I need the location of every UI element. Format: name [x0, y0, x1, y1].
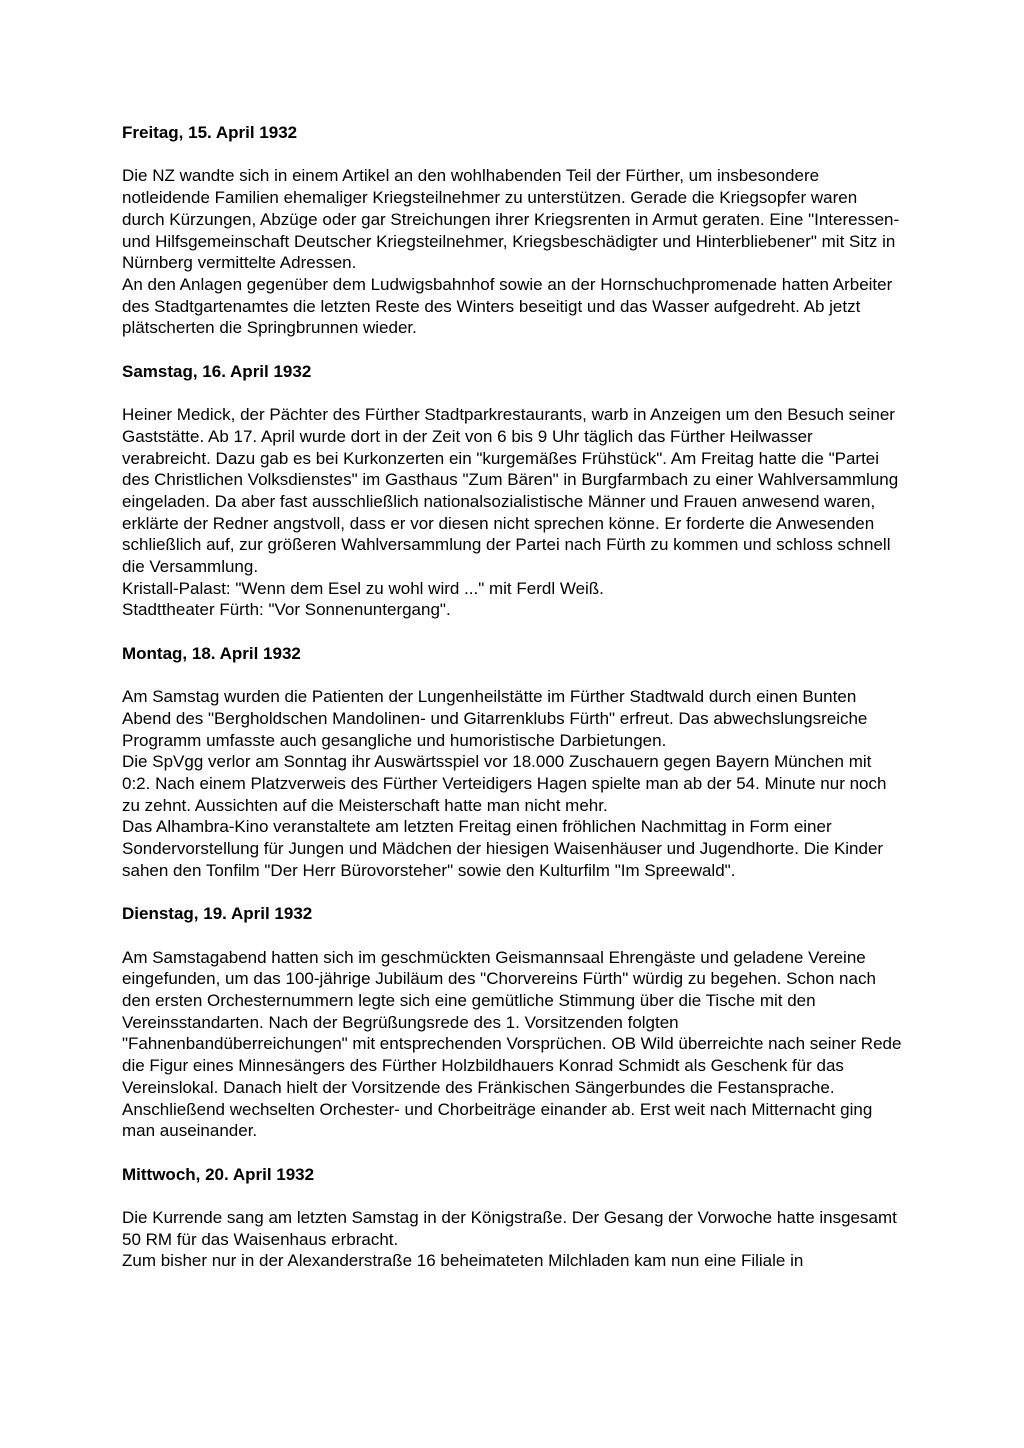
- entry-paragraph: An den Anlagen gegenüber dem Ludwigsbahnhof sowie an der Hornschuchpromenade hatten Arbeiter des Stadtgartenamtes die letzten Reste des Winters beseitigt und das Wasser aufgedreht. Ab jetzt plätscherten die Springbrunnen wieder.: [122, 274, 893, 338]
- entry-date-heading: Samstag, 16. April 1932: [122, 361, 312, 381]
- diary-entry: [122, 643, 904, 882]
- entry-date-heading: Mittwoch, 20. April 1932: [122, 1164, 315, 1184]
- entry-paragraph: Heiner Medick, der Pächter des Fürther Stadtparkrestaurants, warb in Anzeigen um den Besuch seiner Gaststätte. Ab 17. April wurde dort in der Zeit von 6 bis 9 Uhr täglich das Fürther Heilwasser verabreicht. Dazu gab es bei Kurkonzerten ein "kurgemäßes Frühstück". Am Freitag hatte die "Partei des Christlichen Volksdienstes" im Gasthaus "Zum Bären" in Burgfarmbach zu einer Wahlversammlung eingeladen. Da aber fast ausschließlich nationalsozialistische Männer und Frauen anwesend waren, erklärte der Redner angstvoll, dass er vor diesen nicht sprechen könne. Er forderte die Anwesenden schließlich auf, zur größeren Wahlversammlung der Partei nach Fürth zu kommen und schloss schnell die Versammlung.: [122, 405, 899, 577]
- entry-date-heading: Dienstag, 19. April 1932: [122, 904, 313, 924]
- entry-paragraph: Kristall-Palast: "Wenn dem Esel zu wohl wird ..." mit Ferdl Weiß.: [122, 578, 604, 598]
- entry-date-heading: Montag, 18. April 1932: [122, 643, 301, 663]
- diary-entry: [122, 361, 904, 621]
- entry-paragraph: Am Samstagabend hatten sich im geschmückten Geismannsaal Ehrengäste und geladene Vereine eingefunden, um das 100-jährige Jubiläum des "Chorvereins Fürth" würdig zu begehen. Schon nach den ersten Orchesternummern legte sich eine gemütliche Stimmung über die Tische mit den Vereinsstandarten. Nach der Begrüßungsrede des 1. Vorsitzenden folgten "Fahnenbandüberreichungen" mit entsprechenden Vorsprüchen. OB Wild überreichte nach seiner Rede die Figur eines Minnesängers des Fürther Holzbildhauers Konrad Schmidt als Geschenk für das Vereinslokal. Danach hielt der Vorsitzende des Fränkischen Sängerbundes die Festansprache. Anschließend wechselten Orchester- und Chorbeiträge einander ab. Erst weit nach Mitternacht ging man auseinander.: [122, 947, 902, 1141]
- diary-entry: [122, 122, 904, 339]
- entry-paragraph: Die Kurrende sang am letzten Samstag in der Königstraße. Der Gesang der Vorwoche hatte insgesamt 50 RM für das Waisenhaus erbracht.: [122, 1208, 897, 1249]
- entry-paragraph: Die SpVgg verlor am Sonntag ihr Auswärtsspiel vor 18.000 Zuschauern gegen Bayern München mit 0:2. Nach einem Platzverweis des Fürther Verteidigers Hagen spielte man ab der 54. Minute nur noch zu zehnt. Aussichten auf die Meisterschaft hatte man nicht mehr.: [122, 752, 887, 815]
- entry-paragraph: Das Alhambra-Kino veranstaltete am letzten Freitag einen fröhlichen Nachmittag in Form einer Sondervorstellung für Jungen und Mädchen der hiesigen Waisenhäuser und Jugendhorte. Die Kinder sahen den Tonfilm "Der Herr Bürovorsteher" sowie den Kulturfilm "Im Spreewald".: [122, 817, 884, 880]
- entry-date-heading: Freitag, 15. April 1932: [122, 123, 298, 142]
- document-text-column: [122, 122, 904, 1272]
- entry-paragraph: Am Samstag wurden die Patienten der Lungenheilstätte im Fürther Stadtwald durch einen Bunten Abend des "Bergholdschen Mandolinen- und Gitarrenklubs Fürth" erfreut. Das abwechslungsreiche Programm umfasste auch gesangliche und humoristische Darbietungen.: [122, 687, 868, 750]
- diary-entry: [122, 903, 904, 1142]
- entry-paragraph: Die NZ wandte sich in einem Artikel an den wohlhabenden Teil der Fürther, um insbesondere notleidende Familien ehemaliger Kriegsteilnehmer zu unterstützen. Gerade die Kriegsopfer waren durch Kürzungen, Abzüge oder gar Streichungen ihrer Kriegsrenten in Armut geraten. Eine "Interessen- und Hilfsgemeinschaft Deutscher Kriegsteilnehmer, Kriegsbeschädigter und Hinterbliebener" mit Sitz in Nürnberg vermittelte Adressen.: [122, 166, 900, 273]
- diary-entry: [122, 1164, 904, 1273]
- entry-paragraph: Zum bisher nur in der Alexanderstraße 16 beheimateten Milchladen kam nun eine Filiale in: [122, 1251, 804, 1271]
- entry-paragraph: Stadttheater Fürth: "Vor Sonnenuntergang".: [122, 600, 451, 620]
